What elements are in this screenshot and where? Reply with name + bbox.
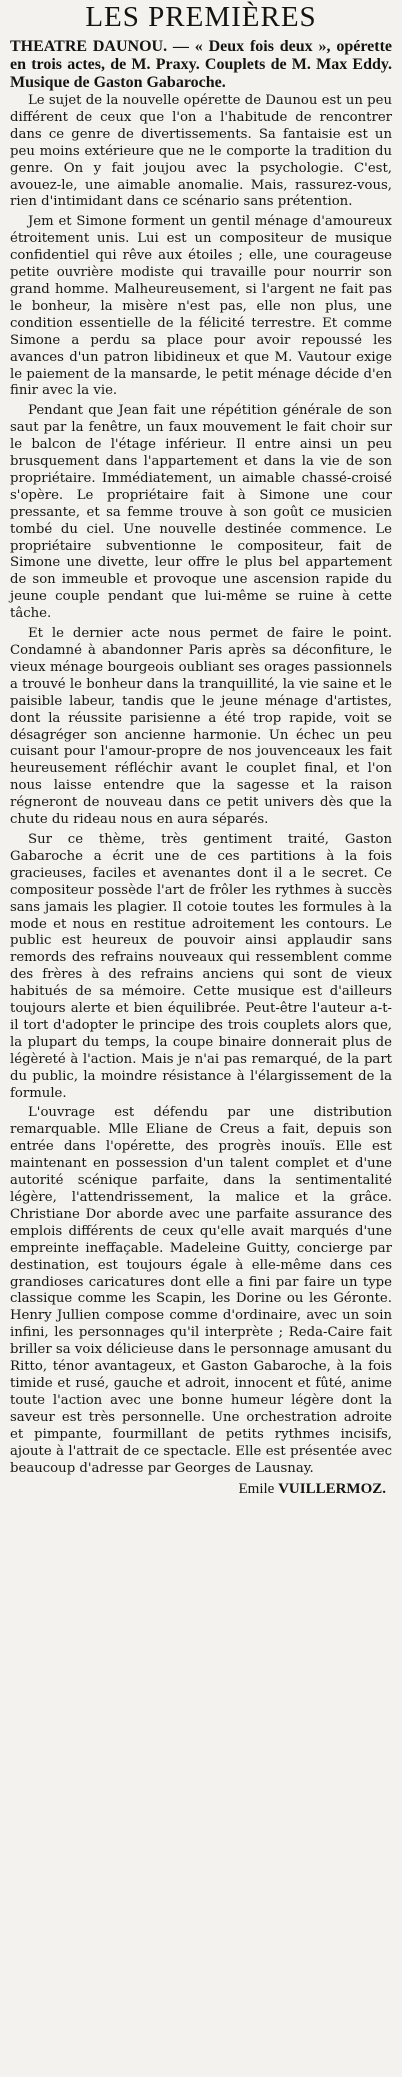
article-body bbox=[10, 93, 392, 1477]
author-last-name: VUILLERMOZ. bbox=[278, 1481, 386, 1498]
article-headline: THEATRE DAUNOU. — « Deux fois deux », opérette en trois actes, de M. Praxy. Couplets de M. Max Eddy. Musique de Gaston Gabaroche. bbox=[10, 38, 392, 91]
paragraph: Pendant que Jean fait une répétition générale de son saut par la fenêtre, un faux mouvement le fait choir sur le balcon de l'étage inférieur. Il entre ainsi un peu brusquement dans l'appartement et dans la vie de son propriétaire. Immédiatement, un aimable chassé-croisé s'opère. Le propriétaire fait à Simone une cour pressante, et sa femme trouve à son goût ce musicien tombé du ciel. Une nouvelle destinée commence. Le propriétaire subventionne le compositeur, fait de Simone une divette, leur offre le plus bel appartement de son immeuble et provoque une ascension rapide du jeune couple pendant que lui-même se ruine à cette tâche. bbox=[10, 403, 392, 622]
author-first-name: Emile bbox=[238, 1481, 275, 1498]
paragraph: Et le dernier acte nous permet de faire le point. Condamné à abandonner Paris après sa déconfiture, le vieux ménage bourgeois oubliant ses orages passionnels a trouvé le bonheur dans la tranquillité, la vie saine et le paisible labeur, tandis que le jeune ménage d'artistes, dont la réussite parisienne a été trop rapide, voit se désagréger son ancienne harmonie. Un échec un peu cuisant pour l'amour-propre de nos jouvenceaux les fait heureusement réfléchir avant le couplet final, et l'on nous laisse entendre que la sagesse et la raison régneront de nouveau dans ce petit univers dès que la chute du rideau nous en aura séparés. bbox=[10, 626, 392, 828]
paragraph: Jem et Simone forment un gentil ménage d'amoureux étroitement unis. Lui est un compositeur de musique confidentiel qui rêve aux étoiles ; elle, une courageuse petite ouvrière modiste qui travaille pour nourrir son grand homme. Malheureusement, si l'argent ne fait pas le bonheur, la misère n'est pas, elle non plus, une condition essentielle de la félicité terrestre. Et comme Simone a perdu sa place pour avoir repoussé les avances d'un patron libidineux et que M. Vautour exige le paiement de la mansarde, le petit ménage décide d'en finir avec la vie. bbox=[10, 214, 392, 399]
section-title: LES PREMIÈRES bbox=[85, 1, 317, 33]
author-signature bbox=[10, 1481, 392, 1498]
paragraph: Sur ce thème, très gentiment traité, Gaston Gabaroche a écrit une de ces partitions à la fois gracieuses, faciles et avenantes dont il a le secret. Ce compositeur possède l'art de frôler les rythmes à succès sans jamais les plagier. Il cotoie toutes les formules à la mode et nous en restitue adroitement les contours. Le public est heureux de pouvoir ainsi applaudir sans remords des refrains nouveaux qui ressemblent comme des frères à des refrains anciens qui sont de vieux habitués de sa mémoire. Cette musique est d'ailleurs toujours alerte et bien équilibrée. Peut-être l'auteur a-t-il tort d'adopter le principe des trois couplets alors que, la plupart du temps, la coupe binaire donnerait plus de légèreté à l'action. Mais je n'ai pas remarqué, de la part du public, la moindre résistance à l'élargissement de la formule. bbox=[10, 831, 392, 1101]
paragraph: Le sujet de la nouvelle opérette de Daunou est un peu différent de ceux que l'on a l'habitude de rencontrer dans ce genre de divertissements. Sa fantaisie est un peu moins extérieure que ne le comporte la tradition du genre. On y fait joujou avec la psychologie. C'est, avouez-le, une aimable anomalie. Mais, rassurez-vous, rien d'intimidant dans ce scénario sans prétention. bbox=[10, 93, 392, 210]
paragraph: L'ouvrage est défendu par une distribution remarquable. Mlle Eliane de Creus a fait, depuis son entrée dans l'opérette, des progrès inouïs. Elle est maintenant en possession d'un talent complet et d'une autorité scénique parfaite, dans la sentimentalité légère, l'attendrissement, la malice et la grâce. Christiane Dor aborde avec une parfaite assurance des emplois différents de ceux qu'elle avait marqués d'une empreinte ineffaçable. Madeleine Guitty, concierge par destination, est toujours égale à elle-même dans ces grandioses caricatures dont elle a fini par faire un type classique comme les Scapin, les Dorine ou les Géronte. Henry Jullien compose comme d'ordinaire, avec un soin infini, les personnages qu'il interprète ; Reda-Caire fait briller sa voix délicieuse dans le personnage amusant du Ritto, ténor avantageux, et Gaston Gabaroche, à la fois timide et rusé, gauche et adroit, innocent et fûté, anime toute l'action avec une bonne humeur légère dont la saveur est très personnelle. Une orchestration adroite et pimpante, fourmillant de petits rythmes incisifs, ajoute à l'attrait de ce spectacle. Elle est présentée avec beaucoup d'adresse par Georges de Lausnay. bbox=[10, 1105, 392, 1476]
